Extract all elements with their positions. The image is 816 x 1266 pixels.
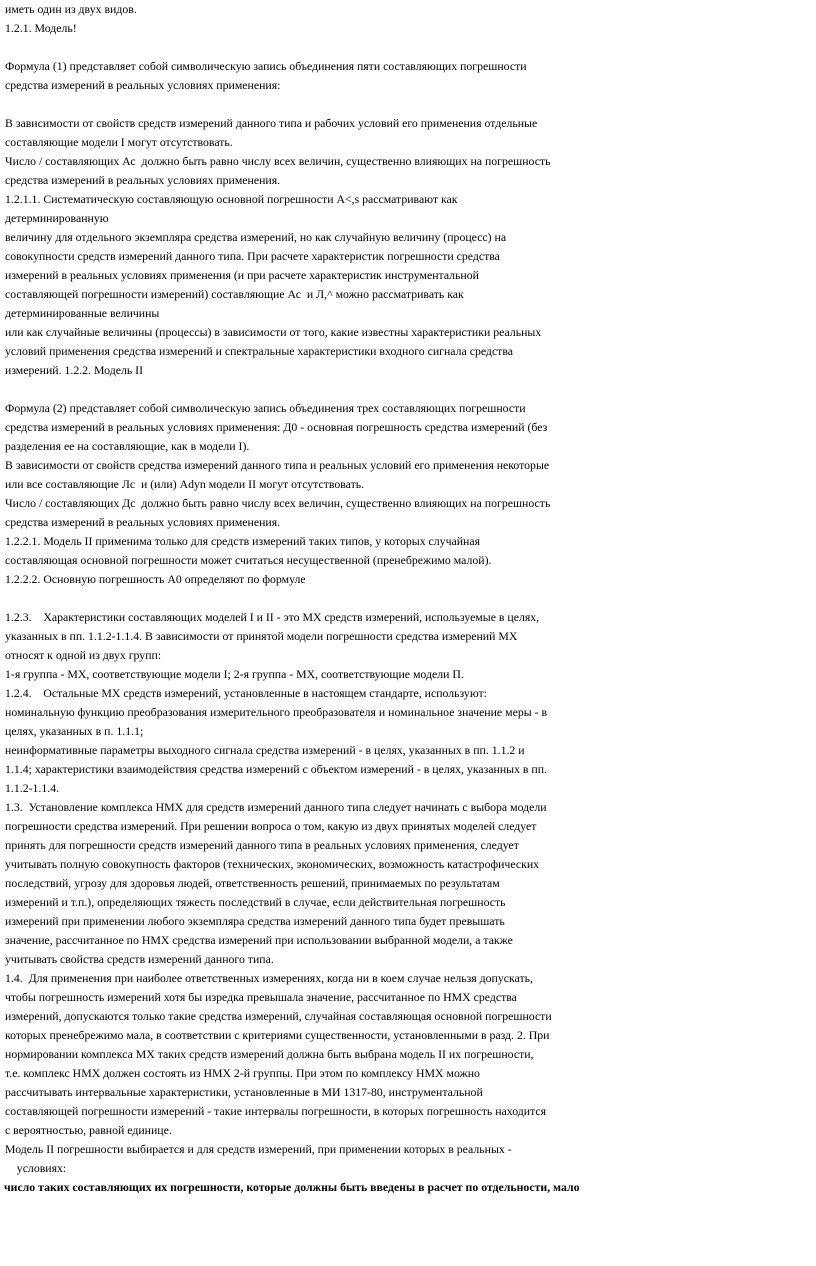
text-line: средства измерений в реальных условиях применения: (5, 78, 281, 92)
text-line: учитывать полную совокупность факторов (технических, экономических, возможность катастрофических (5, 857, 540, 871)
text-line: Число / составляющих Дс должно быть равно числу всех величин, существенно влияющих на погрешность (5, 496, 551, 510)
text-line: величину для отдельного экземпляра средства измерений, но как случайную величину (процесс) на (5, 230, 507, 244)
text-line: 1-я группа - MX, соответствующие модели I; 2-я группа - MX, соответствующие модели П. (5, 667, 464, 681)
text-line: 1.2.3. Характеристики составляющих моделей I и II - это MX средств измерений, используемые в целях, (5, 610, 540, 624)
text-line: Формула (1) представляет собой символическую запись объединения пяти составляющих погрешности (5, 59, 527, 73)
text-line: измерений и т.п.), определяющих тяжесть последствий в случае, если действительная погрешность (5, 895, 506, 909)
text-line: номинальную функцию преобразования измерительного преобразователя и номинальное значение меры - в (5, 705, 548, 719)
text-line: измерений. 1.2.2. Модель II (5, 363, 144, 377)
section-heading: 1.2.1. Модель! (5, 21, 77, 35)
text-line: значение, рассчитанное по НМХ средства измерений при использовании выбранной модели, а также (5, 933, 513, 947)
text-line: детерминированную (5, 211, 109, 225)
text-line: В зависимости от свойств средства измерений данного типа и реальных условий его применения некоторые (5, 458, 550, 472)
text-line: или как случайные величины (процессы) в зависимости от того, какие известны характеристики реальных (5, 325, 542, 339)
text-line: средства измерений в реальных условиях применения: Д0 - основная погрешность средства измерений (без (5, 420, 548, 434)
text-line: средства измерений в реальных условиях применения. (5, 173, 281, 187)
text-line: нормировании комплекса MX таких средств измерений должна быть выбрана модель II их погрешности, (5, 1047, 534, 1061)
text-line: измерений в реальных условиях применения (и при расчете характеристик инструментальной (5, 268, 479, 282)
text-line: 1.2.4. Остальные MX средств измерений, установленные в настоящем стандарте, используют: (5, 686, 487, 700)
text-line: чтобы погрешность измерений хотя бы изредка превышала значение, рассчитанное по НМХ средства (5, 990, 517, 1004)
text-line: 1.2.2.1. Модель II применима только для средств измерений таких типов, у которых случайная (5, 534, 481, 548)
text-line: относят к одной из двух групп: (5, 648, 162, 662)
text-line: Формула (2) представляет собой символическую запись объединения трех составляющих погрешности (5, 401, 526, 415)
text-line: 1.3. Установление комплекса НМХ для средств измерений данного типа следует начинать с выбора модели (5, 800, 547, 814)
text-line: рассчитывать интервальные характеристики, установленные в МИ 1317-80, инструментальной (5, 1085, 483, 1099)
text-line: иметь один из двух видов. (5, 2, 137, 16)
blank-line (5, 38, 813, 57)
text-line: учитывать свойства средств измерений данного типа. (5, 952, 274, 966)
text-line: В зависимости от свойств средств измерений данного типа и рабочих условий его применения отдельные (5, 116, 538, 130)
text-line: погрешности средства измерений. При решении вопроса о том, какую из двух принятых моделей следует (5, 819, 537, 833)
text-line: составляющая основной погрешности может считаться несущественной (пренебрежимо малой). (5, 553, 492, 567)
text-line: условиях: (5, 1161, 67, 1175)
blank-line (5, 380, 813, 399)
text-line: совокупности средств измерений данного типа. При расчете характеристик погрешности средства (5, 249, 500, 263)
text-line: Число / составляющих Ас должно быть равно числу всех величин, существенно влияющих на погрешность (5, 154, 551, 168)
text-line: указанных в пп. 1.1.2-1.1.4. В зависимости от принятой модели погрешности средства измерений MX (5, 629, 518, 643)
text-line: которых пренебрежимо мала, в соответствии с критериями существенности, установленными в разд. 2. При (5, 1028, 550, 1042)
text-line: измерений при применении любого экземпляра средства измерений данного типа будет превышать (5, 914, 505, 928)
blank-line (5, 95, 813, 114)
bold-text-line: число таких составляющих их погрешности, которые должны быть введены в расчет по отдельности, мало (4, 1180, 580, 1194)
text-line: составляющей погрешности измерений - такие интервалы погрешности, в которых погрешность находится (5, 1104, 547, 1118)
text-line: с вероятностью, равной единице. (5, 1123, 172, 1137)
text-line: детерминированные величины (5, 306, 160, 320)
text-line: средства измерений в реальных условиях применения. (5, 515, 281, 529)
text-line: 1.2.1.1. Систематическую составляющую основной погрешности А<,s рассматривают как (5, 192, 458, 206)
text-line: 1.1.2-1.1.4. (5, 781, 60, 795)
text-line: принять для погрешности средств измерений данного типа в реальных условиях применения, следует (5, 838, 519, 852)
text-line: последствий, угрозу для здоровья людей, ответственность решений, принимаемых по результатам (5, 876, 500, 890)
text-line: 1.2.2.2. Основную погрешность А0 определяют по формуле (5, 572, 306, 586)
text-line: целях, указанных в п. 1.1.1; (5, 724, 144, 738)
blank-line (5, 589, 813, 608)
text-line: Модель II погрешности выбирается и для средств измерений, при применении которых в реальных - (5, 1142, 512, 1156)
text-line: т.е. комплекс НМХ должен состоять из НМХ 2-й группы. При этом по комплексу НМХ можно (5, 1066, 480, 1080)
text-line: составляющие модели I могут отсутствовать. (5, 135, 233, 149)
text-line: разделения ее на составляющие, как в модели I). (5, 439, 250, 453)
text-line: 1.1.4; характеристики взаимодействия средства измерений с объектом измерений - в целях, указанных в пп. (5, 762, 548, 776)
text-line: 1.4. Для применения при наиболее ответственных измерениях, когда ни в коем случае нельзя допускать, (5, 971, 533, 985)
document-page (5, 0, 813, 1197)
text-line: неинформативные параметры выходного сигнала средства измерений - в целях, указанных в пп. 1.1.2 и (5, 743, 525, 757)
text-line: составляющей погрешности измерений) составляющие Ас и Л,^ можно рассматривать как (5, 287, 464, 301)
text-line: условий применения средства измерений и спектральные характеристики входного сигнала средства (5, 344, 513, 358)
text-line: или все составляющие Лс и (или) Adyn модели II могут отсутствовать. (5, 477, 365, 491)
text-line: измерений, допускаются только такие средства измерений, случайная составляющая основной погрешности (5, 1009, 552, 1023)
